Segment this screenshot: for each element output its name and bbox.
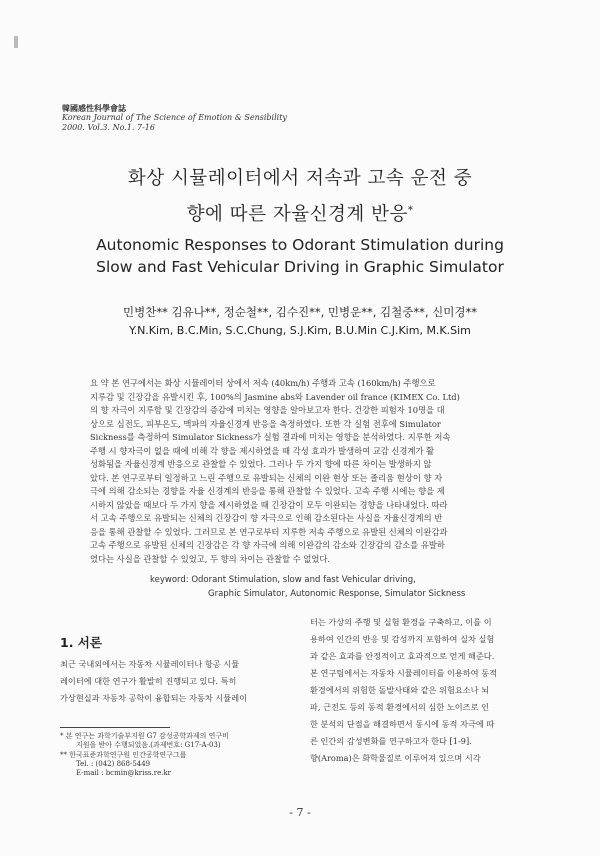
- footnote-line: ** 한국표준과학연구원 인간공학연구그룹: [60, 750, 187, 759]
- abstract-line: 였다는 사실을 관찰할 수 있었고, 두 향의 차이는 관찰할 수 없었다.: [90, 553, 331, 564]
- abstract-line: 극에 의해 감소되는 경향을 자율 신경계의 반응을 통해 관찰할 수 있었다. 고속 주행 시에는 향을 제: [90, 486, 445, 496]
- body-line: 한 분석의 단점을 해결하면서 동시에 동적 자극에 따: [310, 719, 495, 729]
- keywords-line1: keyword: Odorant Stimulation, slow and fast Vehicular driving,: [150, 575, 416, 585]
- body-line: 용하여 인간의 반응 및 감성까지 포함하여 실차 실험: [310, 634, 495, 644]
- abstract-line: 았다. 본 연구로부터 일정하고 느린 주행으로 유발되는 신체의 이완 현상 또는 졸리움 현상이 향 자: [90, 472, 443, 483]
- body-column-right: [310, 614, 546, 767]
- footnote-divider: [60, 727, 170, 728]
- body-column-left: [60, 656, 300, 707]
- section-heading: 1. 서론: [60, 635, 102, 650]
- body-line: 최근 국내외에서는 자동차 시뮬레이터나 항공 시뮬: [60, 659, 240, 669]
- abstract-line: 지루감 및 긴장감을 유발시킨 후, 100%의 Jasmine abs와 Lavender oil france (KIMEX Co. Ltd): [90, 391, 460, 402]
- title-kr-line1: 화상 시뮬레이터에서 저속과 고속 운전 중: [127, 168, 473, 189]
- abstract-line: 응을 통해 관찰할 수 있었다. 그러므로 본 연구로부터 지루한 저속 주행으로 유발된 신체의 이완감과: [90, 526, 448, 537]
- keywords-line2: Graphic Simulator, Autonomic Response, Simulator Sickness: [208, 589, 466, 599]
- journal-name-kr: 韓國感性科學會誌: [62, 103, 126, 113]
- body-line: 른 인간의 감성변화를 연구하고자 한다 [1-9].: [310, 736, 472, 746]
- body-line: 과 같은 효과를 안정적이고 효과적으로 얻게 해준다.: [310, 651, 495, 661]
- abstract-line: Sickness를 측정하여 Simulator Sickness가 실험 결과에 미치는 영향을 분석하였다. 지루한 저속: [90, 432, 451, 442]
- abstract-line: 서 고속 주행으로 유발되는 신체의 긴장감이 향 자극으로 인해 감소된다는 사실을 자율신경계의 반: [90, 513, 443, 523]
- body-line: 가상현실과 자동차 공학이 융합되는 자동차 시뮬레이: [60, 693, 248, 703]
- abstract-line: 성화됨을 자율신경계 반응으로 관찰할 수 있었다. 그러나 두 가지 향에 따른 차이는 발생하지 않: [90, 459, 432, 469]
- abstract-line: 상으로 심전도, 피부온도, 맥파의 자율신경계 반응을 측정하였다. 또한 각 실험 전후에 Simulator: [90, 418, 441, 429]
- body-line: 레이터에 대한 연구가 활발히 진행되고 있다. 특히: [60, 676, 237, 686]
- title-korean: [0, 163, 600, 231]
- abstract-line: 의 향 자극이 지루함 및 긴장감의 증감에 미치는 영향을 알아보고자 한다. 건강한 피험자 10명을 대: [90, 405, 445, 415]
- authors-english: Y.N.Kim, B.C.Min, S.C.Chung, S.J.Kim, B.U.Min C.J.Kim, M.K.Sim: [129, 324, 471, 337]
- title-kr-line2: 향에 따른 자율신경계 반응: [186, 204, 408, 226]
- title-english: [0, 234, 600, 278]
- abstract-line: 요 약 본 연구에서는 화상 시뮬레이터 상에서 저속 (40km/h) 주행과 고속 (160km/h) 주행으로: [90, 378, 436, 388]
- title-footnote-mark: *: [407, 205, 414, 216]
- authors-korean: 민병찬** 김유나**, 정순철**, 김수진**, 민병운**, 김철중**, 신미경**: [123, 305, 477, 319]
- keywords: [150, 573, 540, 601]
- body-line: 본 연구팀에서는 자동차 시뮬레이터를 이용하여 동적: [310, 668, 498, 678]
- abstract-line: 시하지 않았을 때보다 두 가지 향을 제시하였을 때 긴장감이 모두 이완되는 경향을 나타내었다. 따라: [90, 499, 448, 510]
- title-en-line2: Slow and Fast Vehicular Driving in Graphic Simulator: [96, 258, 504, 276]
- abstract: [90, 377, 520, 566]
- journal-issue: 2000. Vol.3. No.1. 7-16: [62, 123, 155, 132]
- title-en-line1: Autonomic Responses to Odorant Stimulation during: [96, 236, 504, 254]
- footnote-email: E-mail : bcmin@kriss.re.kr: [76, 769, 172, 778]
- scan-edge-mark: [14, 36, 18, 48]
- journal-name-en: Korean Journal of The Science of Emotion & Sensibility: [62, 113, 287, 122]
- footnote-line: Tel. : (042) 868-5449: [76, 759, 151, 768]
- footnote-line: * 본 연구는 과학기술부지원 G7 감성공학과제의 연구비: [60, 732, 229, 740]
- journal-header: [62, 103, 287, 133]
- footnote: [60, 732, 300, 778]
- body-line: 환경에서의 위험한 돌발사태와 같은 위험요소나 뇌: [310, 685, 490, 695]
- abstract-line: 주행 시 향자극이 없을 때에 비해 각 향을 제시하였을 때 각성 효과가 발생하여 교감 신경계가 활: [90, 445, 435, 456]
- body-line: 향(Aroma)은 화학물질로 이루어져 있으며 시각: [310, 753, 481, 763]
- page-number: - 7 -: [289, 806, 311, 819]
- body-line: 터는 가상의 주행 및 실험 환경을 구축하고, 이를 이: [310, 617, 492, 627]
- body-line: 파, 근전도 등의 동적 환경에서의 심한 노이즈로 인: [310, 702, 490, 712]
- abstract-line: 고속 주행으로 유발된 신체의 긴장감은 각 향 자극에 의해 이완감의 감소와 긴장감의 감소를 유발하: [90, 540, 445, 550]
- footnote-line: 지원을 받아 수행되었음.(과제번호: G17-A-03): [76, 741, 221, 750]
